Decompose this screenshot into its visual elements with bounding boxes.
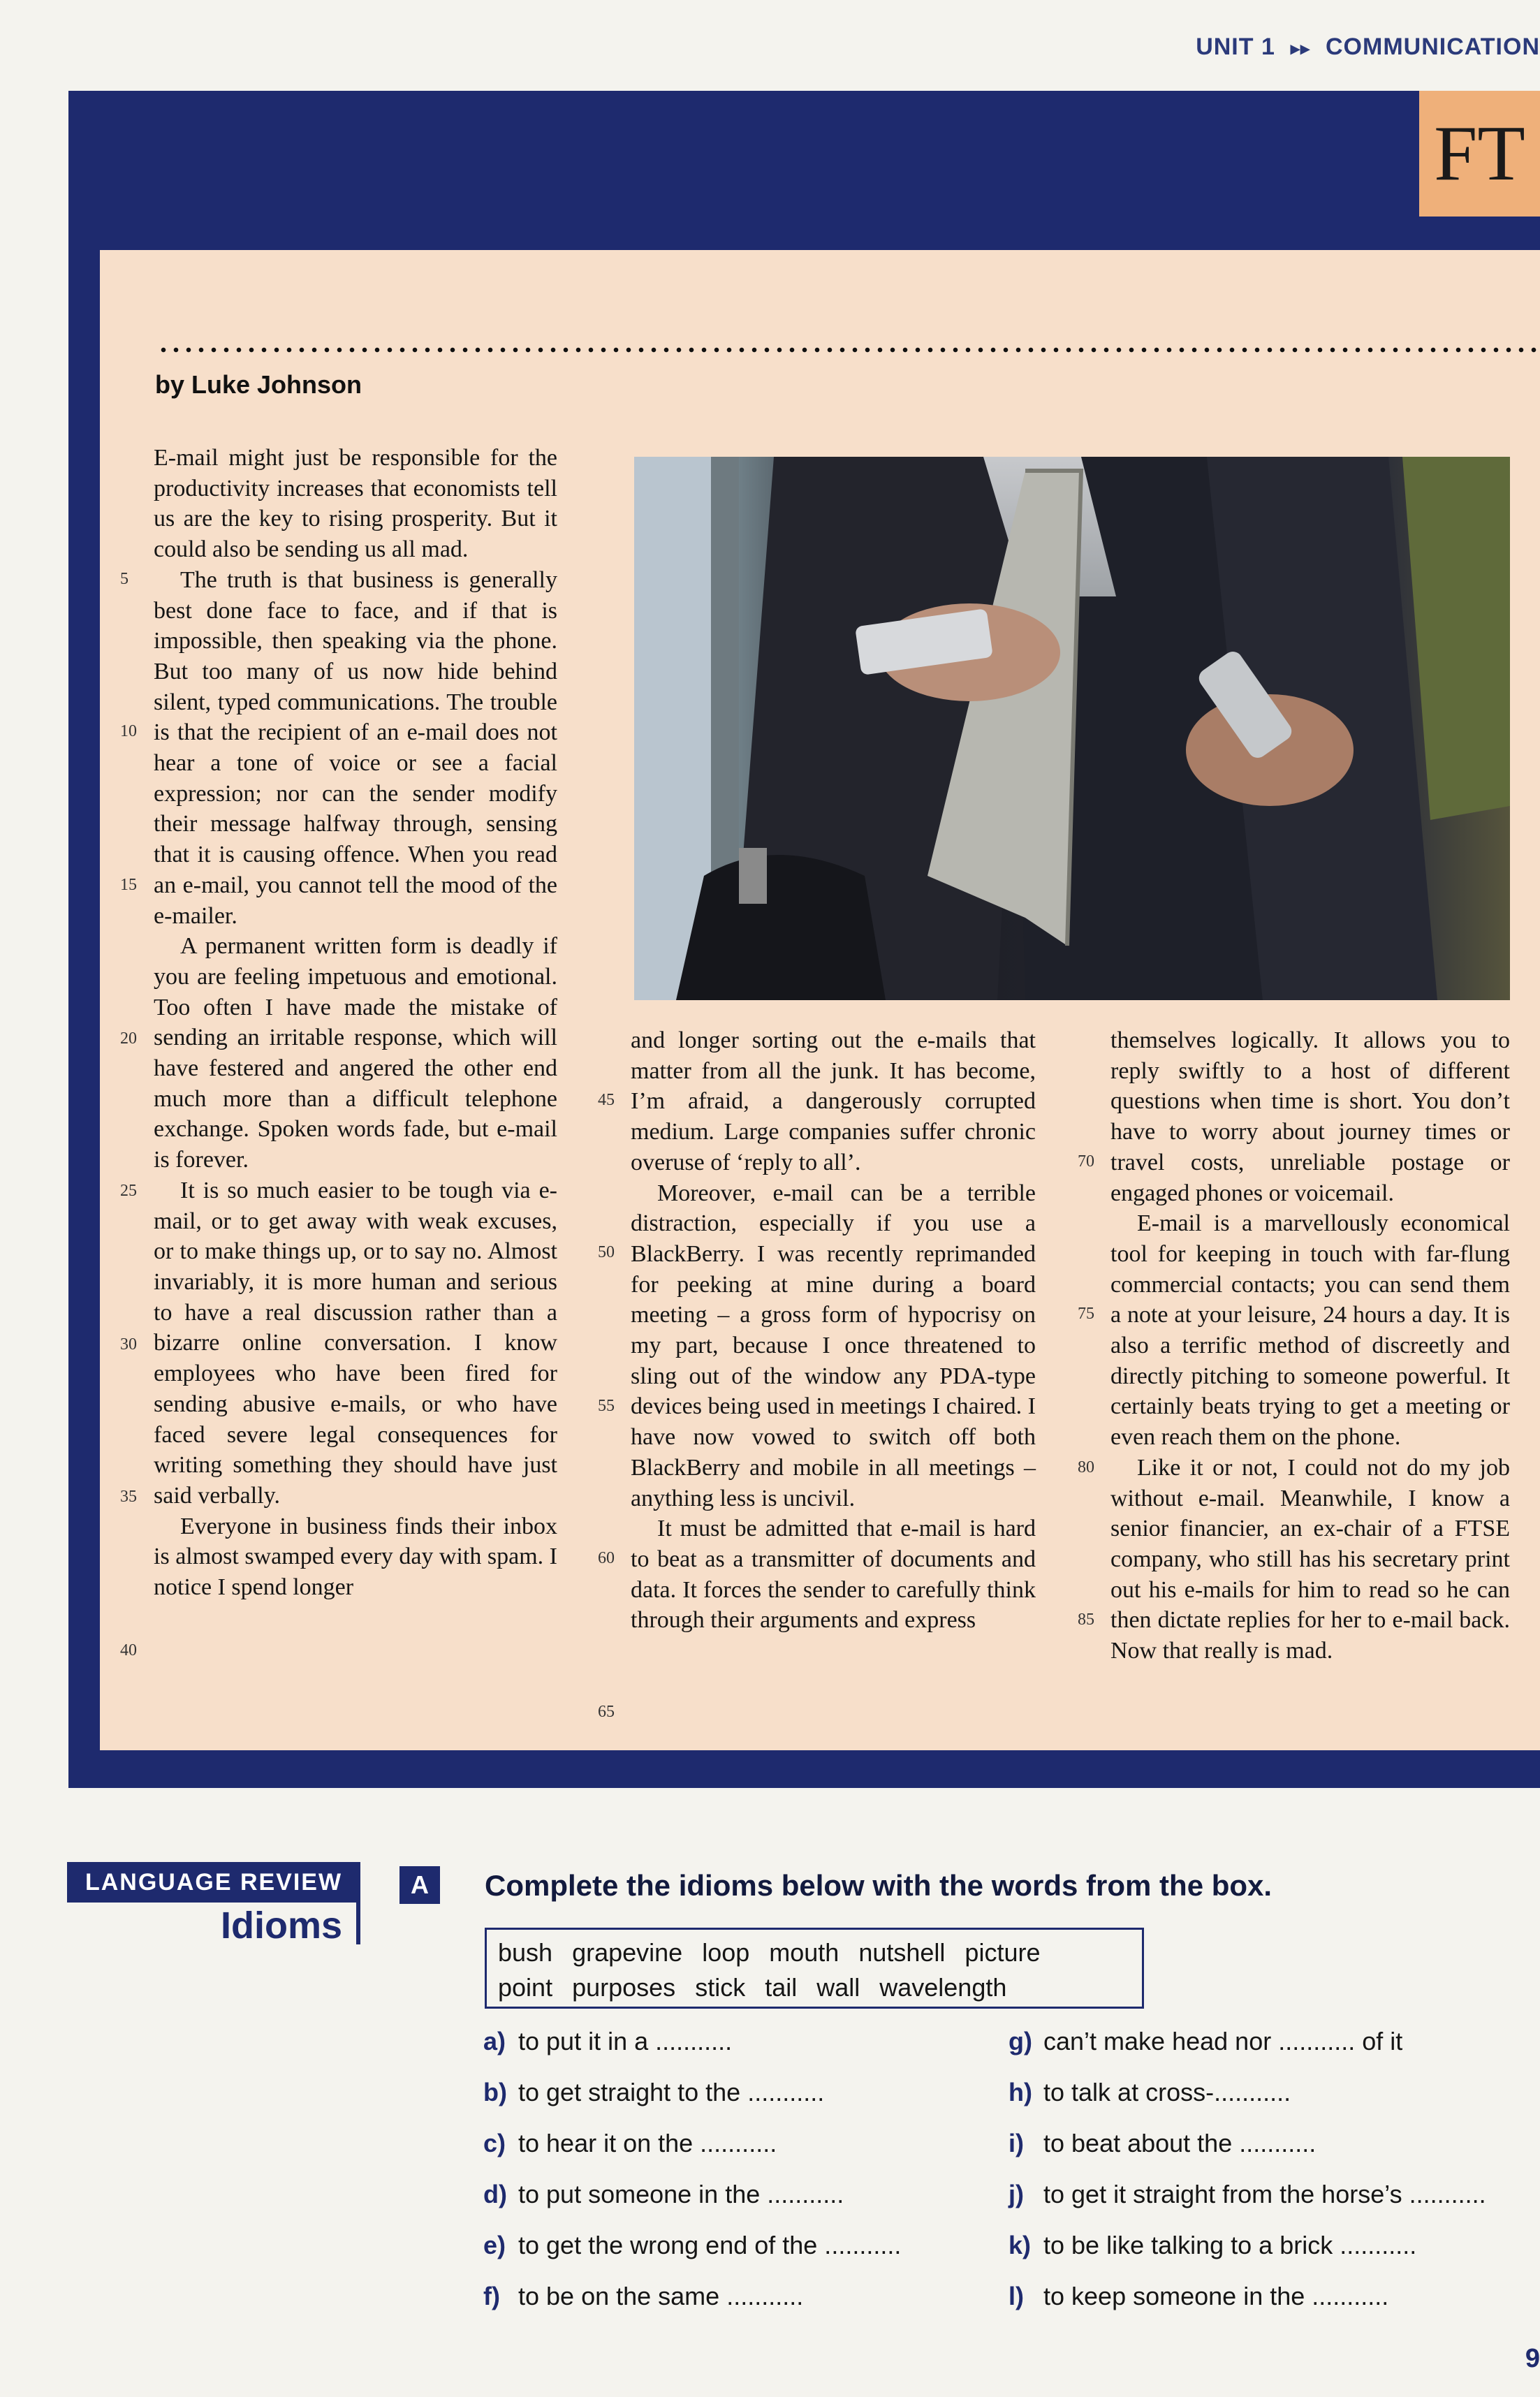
word: wavelength <box>879 1973 1007 2002</box>
item-text: to put someone in the ........... <box>518 2180 844 2208</box>
title-bar <box>356 1903 360 1944</box>
word: purposes <box>572 1973 676 2002</box>
idiom-item <box>1009 2129 1486 2180</box>
word: wall <box>816 1973 860 2002</box>
item-text: to get straight to the ........... <box>518 2078 825 2106</box>
idiom-item <box>1009 2180 1486 2231</box>
article-paragraph: Moreover, e-mail can be a terrible distraction, especially if you use a BlackBerry. I was recently reprimanded for peeking at mine during a board meeting – a gross form of hypocrisy on my part, because I once threatened to sling out of the window any PDA-type devices being used in meetings I chaired. I have now vowed to switch off both BlackBerry and mobile in all meetings – anything less is uncivil. <box>631 1180 1036 1511</box>
item-letter: a) <box>483 2027 506 2055</box>
line-number: 75 <box>1078 1305 1094 1323</box>
word: point <box>498 1973 553 2002</box>
item-letter: g) <box>1009 2027 1032 2055</box>
line-number: 80 <box>1078 1458 1094 1476</box>
item-text: to be like talking to a brick ........... <box>1043 2231 1417 2259</box>
item-text: to put it in a ........... <box>518 2027 733 2055</box>
item-letter: c) <box>483 2129 506 2157</box>
item-letter: j) <box>1009 2180 1024 2208</box>
line-number: 60 <box>598 1549 615 1567</box>
word: grapevine <box>572 1938 683 1967</box>
idiom-list-right <box>1009 2027 1486 2333</box>
word-box-row <box>498 1935 1131 1970</box>
dotted-rule <box>157 345 1540 355</box>
idiom-item <box>483 2027 901 2078</box>
idiom-item <box>483 2282 901 2333</box>
idiom-item <box>1009 2078 1486 2129</box>
line-number: 70 <box>1078 1152 1094 1171</box>
section-title: Idioms <box>220 1905 342 1947</box>
item-letter: h) <box>1009 2078 1032 2106</box>
idiom-item <box>483 2129 901 2180</box>
article-column-3 <box>1110 1025 1510 1666</box>
idiom-item <box>1009 2231 1486 2282</box>
line-number: 10 <box>120 722 137 740</box>
photo-businessman-devices <box>634 457 1510 1000</box>
item-letter: f) <box>483 2282 500 2310</box>
item-letter: d) <box>483 2180 507 2208</box>
language-review-tag: LANGUAGE REVIEW <box>67 1862 360 1903</box>
word-box-row <box>498 1970 1131 2005</box>
item-text: to get it straight from the horse’s ........... <box>1043 2180 1486 2208</box>
section-label: COMMUNICATION <box>1326 34 1540 60</box>
article-paragraph: Like it or not, I could not do my job without e-mail. Meanwhile, I know a senior financier, an ex-chair of a FTSE company, who still has his secretary print out his e-mails for him to read so he can then dictate replies for her to e-mail back. Now that really is mad. <box>1110 1454 1510 1664</box>
idiom-item <box>483 2180 901 2231</box>
exercise-instruction: Complete the idioms below with the words from the box. <box>485 1869 1273 1902</box>
item-text: to talk at cross-........... <box>1043 2078 1291 2106</box>
word-box <box>485 1928 1144 2009</box>
line-number: 20 <box>120 1029 137 1048</box>
byline: by Luke Johnson <box>155 370 362 399</box>
article-paragraph: The truth is that business is generally best done face to face, and if that is impossible, then speaking via the phone. But too many of us now hide behind silent, typed communications. The trouble is that the recipient of an e-mail does not hear a tone of voice or see a facial expression; nor can the sender modify their message halfway through, sensing that it is causing offence. When you read an e-mail, you cannot tell the mood of the e-mailer. <box>154 566 557 929</box>
line-number: 5 <box>120 570 129 588</box>
article-column-1 <box>154 443 557 1603</box>
idiom-item <box>1009 2027 1486 2078</box>
idiom-item <box>483 2078 901 2129</box>
article-paragraph: E-mail might just be responsible for the productivity increases that economists tell us are the key to rising prosperity. But it could also be sending us all mad. <box>154 445 557 563</box>
item-text: to be on the same ........... <box>518 2282 804 2310</box>
page-number: 9 <box>1525 2344 1540 2373</box>
double-arrow-icon: ▸▸ <box>1290 38 1310 59</box>
line-number: 15 <box>120 876 137 894</box>
word: loop <box>702 1938 750 1967</box>
word: bush <box>498 1938 553 1967</box>
line-number: 65 <box>598 1703 615 1721</box>
item-letter: i) <box>1009 2129 1024 2157</box>
word: tail <box>765 1973 798 2002</box>
word: picture <box>965 1938 1041 1967</box>
item-letter: k) <box>1009 2231 1032 2259</box>
ft-badge: FT <box>1419 91 1540 217</box>
article-paragraph: It must be admitted that e-mail is hard to beat as a transmitter of documents and data. It forces the sender to carefully think through their arguments and express <box>631 1516 1036 1634</box>
word: stick <box>695 1973 746 2002</box>
item-text: to beat about the ........... <box>1043 2129 1317 2157</box>
unit-label: UNIT 1 <box>1196 34 1275 60</box>
article-paragraph: and longer sorting out the e-mails that matter from all the junk. It has become, I’m afraid, a dangerously corrupted medium. Large companies suffer chronic overuse of ‘reply to all’. <box>631 1027 1036 1175</box>
article-paragraph: E-mail is a marvellously economical tool for keeping in touch with far-flung commercial contacts; you can send them a note at your leisure, 24 hours a day. It is also a terrific method of discreetly and directly pitching to someone powerful. It certainly beats trying to get a meeting or even reach them on the phone. <box>1110 1210 1510 1451</box>
idiom-item <box>483 2231 901 2282</box>
item-text: to hear it on the ........... <box>518 2129 777 2157</box>
line-number: 50 <box>598 1243 615 1261</box>
line-number: 55 <box>598 1397 615 1415</box>
article-paragraph: themselves logically. It allows you to reply swiftly to a host of different questions when time is short. You don’t have to worry about journey times or travel costs, unreliable postage or engaged phones or voicemail. <box>1110 1027 1510 1206</box>
line-number: 45 <box>598 1091 615 1109</box>
item-text: to get the wrong end of the ........... <box>518 2231 902 2259</box>
exercise-letter: A <box>399 1866 440 1904</box>
article-paragraph: A permanent written form is deadly if you are feeling impetuous and emotional. Too often I have made the mistake of sending an irritable response, which will have festered and angered the other end much more than a difficult telephone exchange. Spoken words fade, but e-mail is forever. <box>154 933 557 1173</box>
article-column-2 <box>631 1025 1036 1636</box>
word: nutshell <box>858 1938 946 1967</box>
item-text: can’t make head nor ........... of it <box>1043 2027 1403 2055</box>
running-header <box>1196 34 1540 61</box>
item-text: to keep someone in the ........... <box>1043 2282 1389 2310</box>
word: mouth <box>769 1938 839 1967</box>
line-number: 30 <box>120 1335 137 1354</box>
idiom-item <box>1009 2282 1486 2333</box>
line-number: 25 <box>120 1182 137 1200</box>
article-paragraph: It is so much easier to be tough via e-mail, or to get away with weak excuses, or to make things up, or to say no. Almost invariably, it is more human and serious to have a real discussion rather than a bizarre online conversation. I know employees who have been fired for sending abusive e-mails, or who have faced severe legal consequences for writing something they should have just said verbally. <box>154 1177 557 1509</box>
idiom-list-left <box>483 2027 901 2333</box>
line-number: 35 <box>120 1488 137 1506</box>
line-number: 40 <box>120 1641 137 1659</box>
line-number: 85 <box>1078 1611 1094 1629</box>
article-paragraph: Everyone in business finds their inbox is almost swamped every day with spam. I notice I spend longer <box>154 1513 557 1601</box>
item-letter: e) <box>483 2231 506 2259</box>
item-letter: b) <box>483 2078 507 2106</box>
item-letter: l) <box>1009 2282 1024 2310</box>
